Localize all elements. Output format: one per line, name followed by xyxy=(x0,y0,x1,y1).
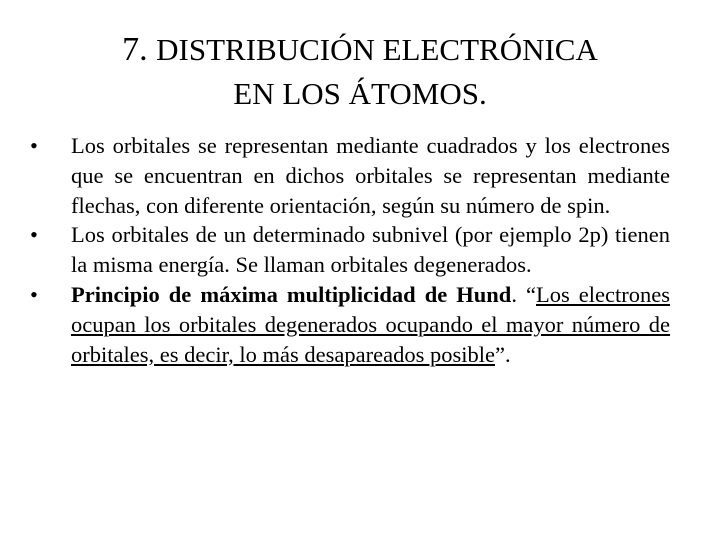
bullet-text: Los orbitales se representan mediante cuadrados y los electrones que se encuentran en dichos orbitales se representan mediante flechas, con diferente orientación, según su número de spin. xyxy=(71,133,670,218)
bullet-list xyxy=(30,131,670,369)
hund-principle-title: Principio de máxima multiplicidad de Hund xyxy=(71,281,512,307)
bullet-item-hund xyxy=(30,280,670,369)
bullet-item-orbitales xyxy=(30,131,670,220)
hund-quote-open: . “ xyxy=(511,281,536,307)
title-text-line-1: DISTRIBUCIÓN ELECTRÓNICA xyxy=(156,32,598,67)
hund-quote-text: Los electrones ocupan los orbitales degenerados ocupando el mayor número de orbitales, es decir, lo más desapareados posible xyxy=(71,281,670,367)
hund-quote-close: ”. xyxy=(494,341,511,367)
bullet-dot-icon: • xyxy=(30,281,38,307)
bullet-dot-icon: • xyxy=(30,133,38,158)
slide-title xyxy=(40,28,680,116)
bullet-item-degenerados xyxy=(30,220,670,280)
bullet-dot-icon: • xyxy=(30,222,38,248)
title-line-1 xyxy=(40,28,680,72)
bullet-text: Los orbitales de un determinado subnivel (por ejemplo 2p) tienen la misma energía. Se llaman orbitales degenerados. xyxy=(71,222,670,278)
title-text-line-2: EN LOS ÁTOMOS. xyxy=(233,76,487,111)
title-number: 7. xyxy=(122,31,148,68)
